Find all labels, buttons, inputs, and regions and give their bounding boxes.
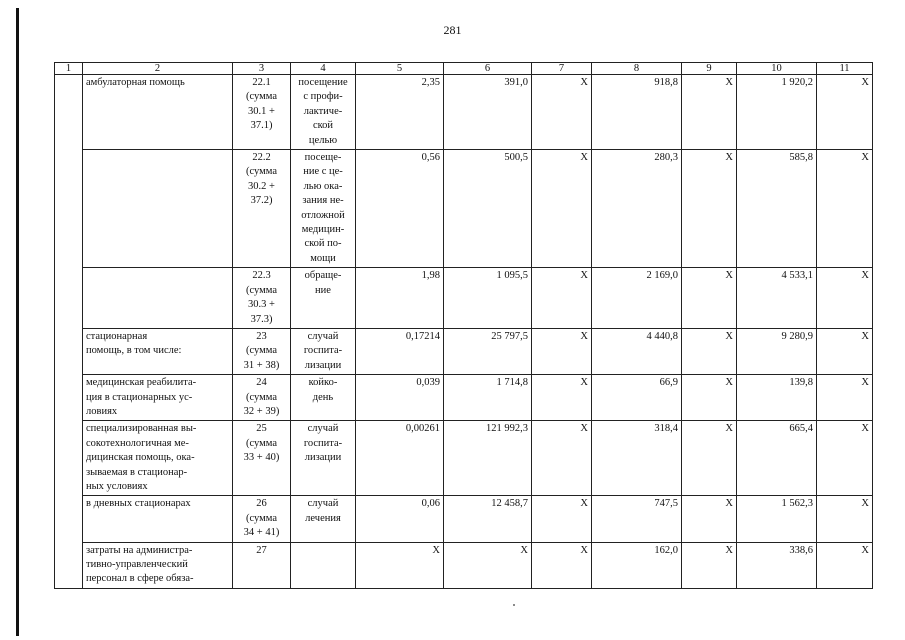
table-cell-c10: 1 920,2	[737, 75, 817, 150]
table-cell-c7: X	[532, 542, 592, 588]
table-cell-c7: X	[532, 328, 592, 374]
table-cell-c2: медицинская реабилита- ция в стационарных ус- ловиях	[83, 375, 233, 421]
table-cell-c10: 139,8	[737, 375, 817, 421]
table-cell-c10: 665,4	[737, 421, 817, 496]
table-cell-c5: 0,56	[356, 150, 444, 268]
header-cell: 3	[233, 63, 291, 75]
table-cell-c9: X	[682, 421, 737, 496]
table-cell-c8: 318,4	[592, 421, 682, 496]
header-cell: 9	[682, 63, 737, 75]
table-cell-c6: X	[444, 542, 532, 588]
table-cell-c4: койко- день	[291, 375, 356, 421]
table-cell-c3: 24 (сумма 32 + 39)	[233, 375, 291, 421]
table-cell-c4: посеще- ние с це- лью ока- зания не- отложной медицин- ской по- мощи	[291, 150, 356, 268]
table-cell-c10: 1 562,3	[737, 496, 817, 542]
table-cell-c8: 747,5	[592, 496, 682, 542]
table-cell-c11: X	[817, 328, 873, 374]
table-cell-c3: 23 (сумма 31 + 38)	[233, 328, 291, 374]
header-cell: 10	[737, 63, 817, 75]
table-cell-c9: X	[682, 375, 737, 421]
table-cell-c5: 0,06	[356, 496, 444, 542]
header-cell: 7	[532, 63, 592, 75]
header-cell: 11	[817, 63, 873, 75]
header-cell: 5	[356, 63, 444, 75]
table-cell-c6: 1 714,8	[444, 375, 532, 421]
table-cell-c5: 0,039	[356, 375, 444, 421]
page-number: 281	[443, 23, 462, 37]
table-cell-c10: 585,8	[737, 150, 817, 268]
table-cell-c2: в дневных стационарах	[83, 496, 233, 542]
header-cell: 8	[592, 63, 682, 75]
table-cell-c11: X	[817, 375, 873, 421]
table-row	[55, 375, 873, 421]
table-cell-c7: X	[532, 421, 592, 496]
header-row	[55, 63, 873, 75]
table-cell-c3: 26 (сумма 34 + 41)	[233, 496, 291, 542]
table-cell-c2: амбулаторная помощь	[83, 75, 233, 150]
table-cell-c5: 0,00261	[356, 421, 444, 496]
table-cell-c5: X	[356, 542, 444, 588]
table-cell-c7: X	[532, 268, 592, 329]
table-cell-c7: X	[532, 150, 592, 268]
table-cell-c5: 0,17214	[356, 328, 444, 374]
table-cell-c4: посещение с профи- лактиче- ской целью	[291, 75, 356, 150]
table-cell-c11: X	[817, 496, 873, 542]
table-cell-c10: 338,6	[737, 542, 817, 588]
table-cell-c6: 500,5	[444, 150, 532, 268]
header-cell: 6	[444, 63, 532, 75]
header-cell: 2	[83, 63, 233, 75]
table-cell-c3: 22.3 (сумма 30.3 + 37.3)	[233, 268, 291, 329]
table-cell-c5: 2,35	[356, 75, 444, 150]
table-cell-c9: X	[682, 328, 737, 374]
table-cell-c2: специализированная вы- сокотехнологичная ме- дицинская помощь, ока- зываемая в стационар- ных условиях	[83, 421, 233, 496]
header-cell: 1	[55, 63, 83, 75]
table-cell-c4: случай госпита- лизации	[291, 328, 356, 374]
table-cell-c2	[83, 150, 233, 268]
table-cell-c2	[83, 268, 233, 329]
table-cell-c8: 162,0	[592, 542, 682, 588]
table-cell-c6: 121 992,3	[444, 421, 532, 496]
table-cell-c9: X	[682, 75, 737, 150]
table-cell-c9: X	[682, 268, 737, 329]
table-cell-c10: 4 533,1	[737, 268, 817, 329]
table-cell-c6: 1 095,5	[444, 268, 532, 329]
table-cell-c11: X	[817, 150, 873, 268]
table-cell-c9: X	[682, 542, 737, 588]
table-cell-c11: X	[817, 542, 873, 588]
page-edge-bar	[16, 8, 19, 636]
table-cell-c4: случай госпита- лизации	[291, 421, 356, 496]
table-cell-c7: X	[532, 75, 592, 150]
table-cell-c11: X	[817, 421, 873, 496]
table-cell-c3: 25 (сумма 33 + 40)	[233, 421, 291, 496]
table-cell-c8: 4 440,8	[592, 328, 682, 374]
table-row	[55, 150, 873, 268]
table-cell-c8: 280,3	[592, 150, 682, 268]
table-cell-c7: X	[532, 496, 592, 542]
table-cell-c3: 27	[233, 542, 291, 588]
table-row	[55, 421, 873, 496]
table-cell-c7: X	[532, 375, 592, 421]
table-cell-c4: обраще- ние	[291, 268, 356, 329]
table-cell-col1	[55, 75, 83, 589]
table-cell-c8: 2 169,0	[592, 268, 682, 329]
table-cell-c5: 1,98	[356, 268, 444, 329]
table-cell-c8: 918,8	[592, 75, 682, 150]
scan-speck	[513, 604, 515, 606]
table-cell-c2: затраты на администра- тивно-управленческий персонал в сфере обяза-	[83, 542, 233, 588]
table-cell-c6: 12 458,7	[444, 496, 532, 542]
table-cell-c9: X	[682, 150, 737, 268]
table-cell-c11: X	[817, 268, 873, 329]
table-row	[55, 496, 873, 542]
header-cell: 4	[291, 63, 356, 75]
table-cell-c4	[291, 542, 356, 588]
table-row	[55, 328, 873, 374]
table-cell-c11: X	[817, 75, 873, 150]
table-row	[55, 542, 873, 588]
table-cell-c9: X	[682, 496, 737, 542]
table-cell-c3: 22.2 (сумма 30.2 + 37.2)	[233, 150, 291, 268]
table-cell-c6: 25 797,5	[444, 328, 532, 374]
table-row	[55, 268, 873, 329]
table-cell-c4: случай лечения	[291, 496, 356, 542]
table-row	[55, 75, 873, 150]
data-table	[54, 62, 873, 589]
table-cell-c8: 66,9	[592, 375, 682, 421]
table-cell-c2: стационарная помощь, в том числе:	[83, 328, 233, 374]
table-cell-c10: 9 280,9	[737, 328, 817, 374]
table-cell-c3: 22.1 (сумма 30.1 + 37.1)	[233, 75, 291, 150]
table-cell-c6: 391,0	[444, 75, 532, 150]
